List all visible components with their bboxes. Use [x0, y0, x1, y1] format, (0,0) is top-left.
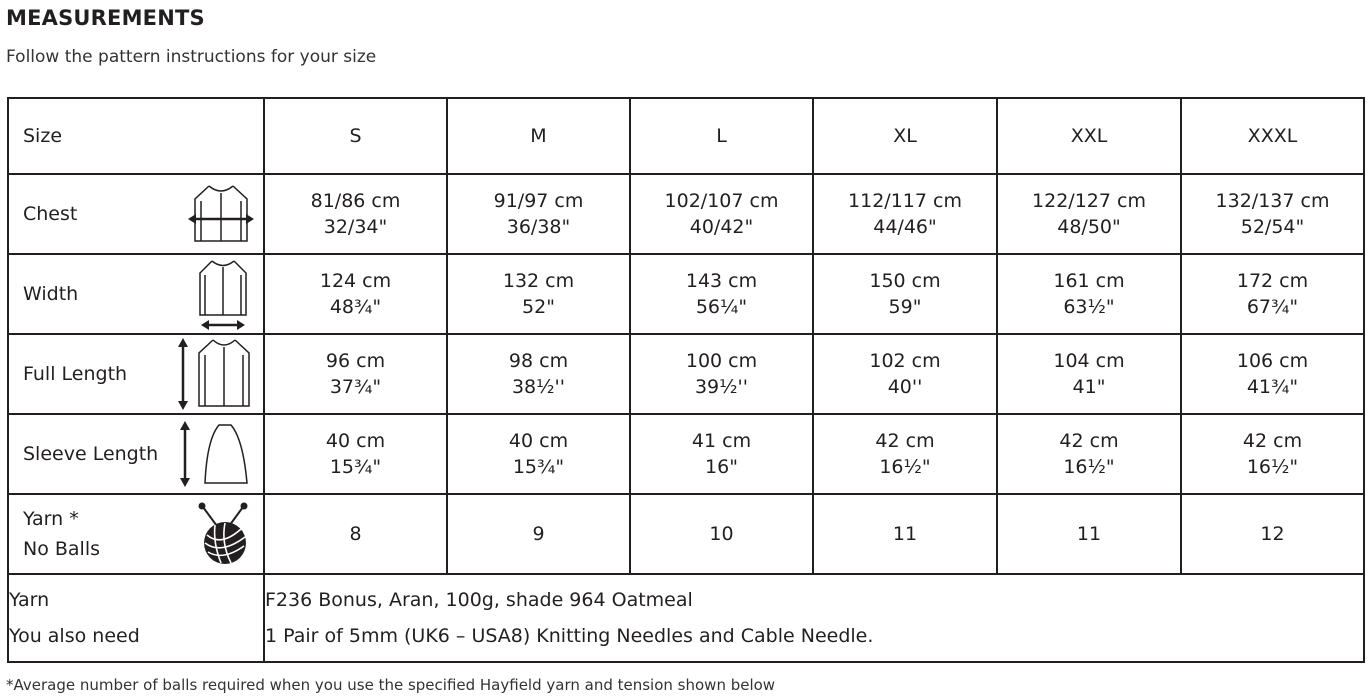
cardigan-chest-icon [187, 181, 255, 247]
full-length-value: 100 cm 39½'' [630, 334, 813, 414]
chest-value: 112/117 cm 44/46" [813, 174, 997, 254]
chest-value: 102/107 cm 40/42" [630, 174, 813, 254]
width-row [8, 254, 1364, 334]
size-header: M [447, 98, 630, 174]
yarn-info-values [264, 574, 1364, 662]
size-label-cell [8, 98, 264, 174]
size-header: L [630, 98, 813, 174]
chest-row [8, 174, 1364, 254]
yarn-balls-row [8, 494, 1364, 574]
width-value: 124 cm 48¾" [264, 254, 447, 334]
width-label-cell [8, 254, 264, 334]
width-value: 132 cm 52" [447, 254, 630, 334]
full-length-row [8, 334, 1364, 414]
yarn-label: Yarn [9, 589, 50, 611]
yarn-balls-label: Yarn * No Balls [23, 508, 101, 560]
sleeve-length-value: 42 cm 16½" [997, 414, 1181, 494]
width-value: 143 cm 56¼" [630, 254, 813, 334]
yarn-info-labels [8, 574, 264, 662]
size-label: Size [23, 125, 63, 147]
chest-value: 122/127 cm 48/50" [997, 174, 1181, 254]
width-value: 150 cm 59" [813, 254, 997, 334]
chest-value: 81/86 cm 32/34" [264, 174, 447, 254]
sleeve-length-value: 41 cm 16" [630, 414, 813, 494]
yarn-balls-value: 8 [264, 494, 447, 574]
sleeve-length-label-cell [8, 414, 264, 494]
yarn-info-row [8, 574, 1364, 662]
also-need-value: 1 Pair of 5mm (UK6 – USA8) Knitting Needles and Cable Needle. [265, 625, 874, 647]
width-value: 172 cm 67¾" [1181, 254, 1364, 334]
page-title: MEASUREMENTS [6, 6, 205, 30]
chest-value: 91/97 cm 36/38" [447, 174, 630, 254]
chest-label: Chest [23, 203, 78, 225]
size-header: XL [813, 98, 997, 174]
page-subtitle: Follow the pattern instructions for your size [6, 47, 377, 67]
sleeve-length-icon [177, 419, 253, 489]
size-header: S [264, 98, 447, 174]
sleeve-length-value: 40 cm 15¾" [264, 414, 447, 494]
yarn-ball-needles-icon [191, 501, 255, 567]
full-length-value: 96 cm 37¾" [264, 334, 447, 414]
full-length-label-cell [8, 334, 264, 414]
sleeve-length-label: Sleeve Length [23, 443, 159, 465]
yarn-balls-value: 10 [630, 494, 813, 574]
yarn-balls-value: 11 [813, 494, 997, 574]
sleeve-length-value: 42 cm 16½" [813, 414, 997, 494]
yarn-balls-value: 9 [447, 494, 630, 574]
sleeve-length-value: 40 cm 15¾" [447, 414, 630, 494]
sleeve-length-row [8, 414, 1364, 494]
width-value: 161 cm 63½" [997, 254, 1181, 334]
full-length-value: 104 cm 41" [997, 334, 1181, 414]
also-need-label: You also need [9, 625, 140, 647]
full-length-value: 102 cm 40'' [813, 334, 997, 414]
size-header-row [8, 98, 1364, 174]
chest-label-cell [8, 174, 264, 254]
cardigan-width-icon [195, 257, 251, 331]
sleeve-length-value: 42 cm 16½" [1181, 414, 1364, 494]
full-length-value: 106 cm 41¾" [1181, 334, 1364, 414]
yarn-value: F236 Bonus, Aran, 100g, shade 964 Oatmeal [265, 589, 693, 611]
size-header: XXXL [1181, 98, 1364, 174]
full-length-value: 98 cm 38½'' [447, 334, 630, 414]
measurements-table [7, 97, 1365, 663]
full-length-label: Full Length [23, 363, 128, 385]
yarn-balls-label-cell [8, 494, 264, 574]
chest-value: 132/137 cm 52/54" [1181, 174, 1364, 254]
yarn-balls-value: 11 [997, 494, 1181, 574]
footnote: *Average number of balls required when you use the specified Hayfield yarn and tension shown below [6, 676, 776, 694]
cardigan-length-icon [175, 336, 253, 412]
yarn-balls-value: 12 [1181, 494, 1364, 574]
width-label: Width [23, 283, 79, 305]
size-header: XXL [997, 98, 1181, 174]
